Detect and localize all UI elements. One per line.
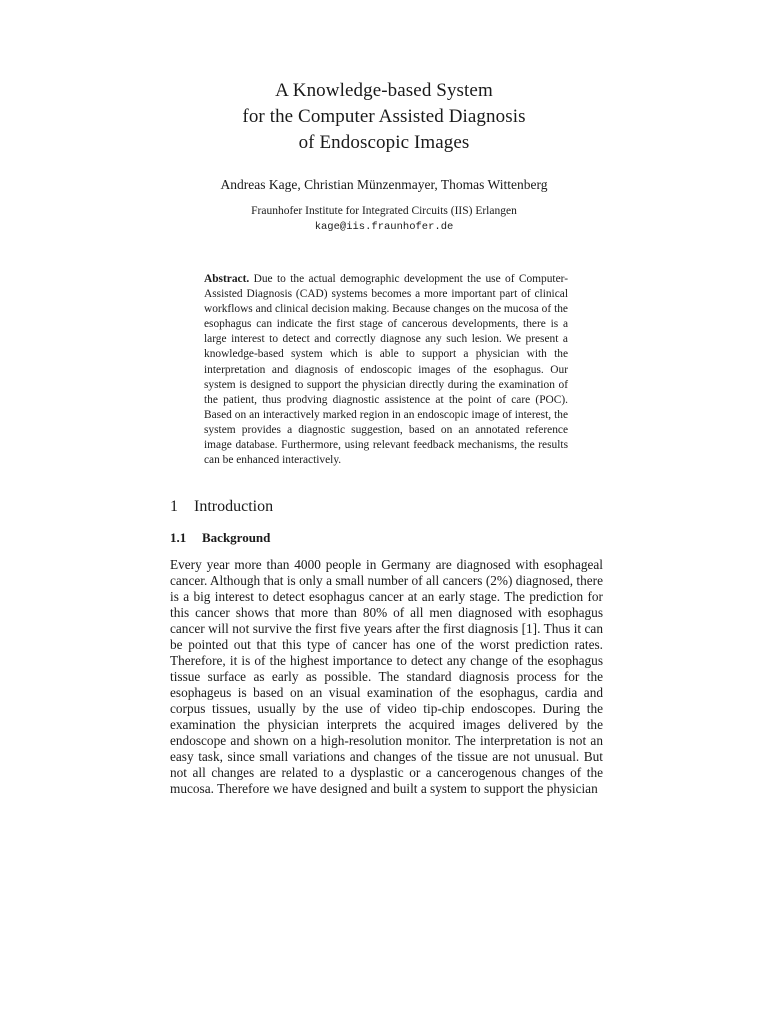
- section-number: 1: [170, 498, 178, 515]
- title-line-3: of Endoscopic Images: [298, 132, 470, 153]
- affiliation: Fraunhofer Institute for Integrated Circuits (IIS) Erlangen: [251, 205, 517, 217]
- abstract: [204, 272, 568, 468]
- subsection-heading-background: [170, 529, 610, 547]
- abstract-text: Due to the actual demographic development the use of Computer-Assisted Diagnosis (CAD) systems becomes a more important part of clinical workflows and clinical decision making. Because changes on the mucosa of the esophagus can indicate the first stage of cancerous developments, there is a large interest to detect and correctly diagnose any such lesion. We present a knowledge-based system which is able to support a physician with the interpretation and diagnosis of endoscopic images of the esophagus. Our system is designed to support the physician directly during the examination of the patient, thus prodving diagnostic assistence at the point of care (POC). Based on an interactively marked region in an endoscopic image of interest, the system provides a diagnostic suggestion, based on an annotated reference image database. Furthermore, using relevant feedback mechanisms, the results can be enhanced interactively.: [204, 273, 568, 467]
- title-line-1: A Knowledge-based System: [275, 80, 493, 101]
- title-line-2: for the Computer Assisted Diagnosis: [242, 106, 526, 127]
- contact-email: kage@iis.fraunhofer.de: [314, 221, 454, 233]
- section-title: Introduction: [194, 498, 274, 515]
- body-paragraph: Every year more than 4000 people in Germany are diagnosed with esophageal cancer. Although that is only a small number of all cancers (2%) diagnosed, there is a big interest to detect esophagus cancer at an early stage. The prediction for this cancer shows that more than 80% of all men diagnosed with esophagus cancer will not survive the first five years after the first diagnosis [1]. Thus it can be pointed out that this type of cancer has one of the worst prediction rates. Therefore, it is of the highest importance to detect any change of the esophagus tissue surface as early as possible. The standard diagnosis process for the esophageus is based on an visual examination of the esophagus, cardia and corpus tissues, usually by the use of video tip-chip endoscopes. During the examination the physician interprets the acquired images delivered by the endoscope and shown on a high-resolution monitor. The interpretation is not an easy task, since small variations and changes of the tissue are not unusual. But not all changes are related to a dysplastic or a cancerogenous changes of the mucosa. Therefore we have designed and built a system to support the physician: [170, 557, 603, 796]
- subsection-title: Background: [202, 530, 271, 545]
- section-heading-introduction: [170, 496, 610, 518]
- paper-title: [0, 78, 768, 156]
- abstract-heading: Abstract.: [204, 273, 250, 285]
- subsection-number: 1.1: [170, 530, 187, 545]
- author-list: Andreas Kage, Christian Münzenmayer, Thomas Wittenberg: [220, 177, 548, 192]
